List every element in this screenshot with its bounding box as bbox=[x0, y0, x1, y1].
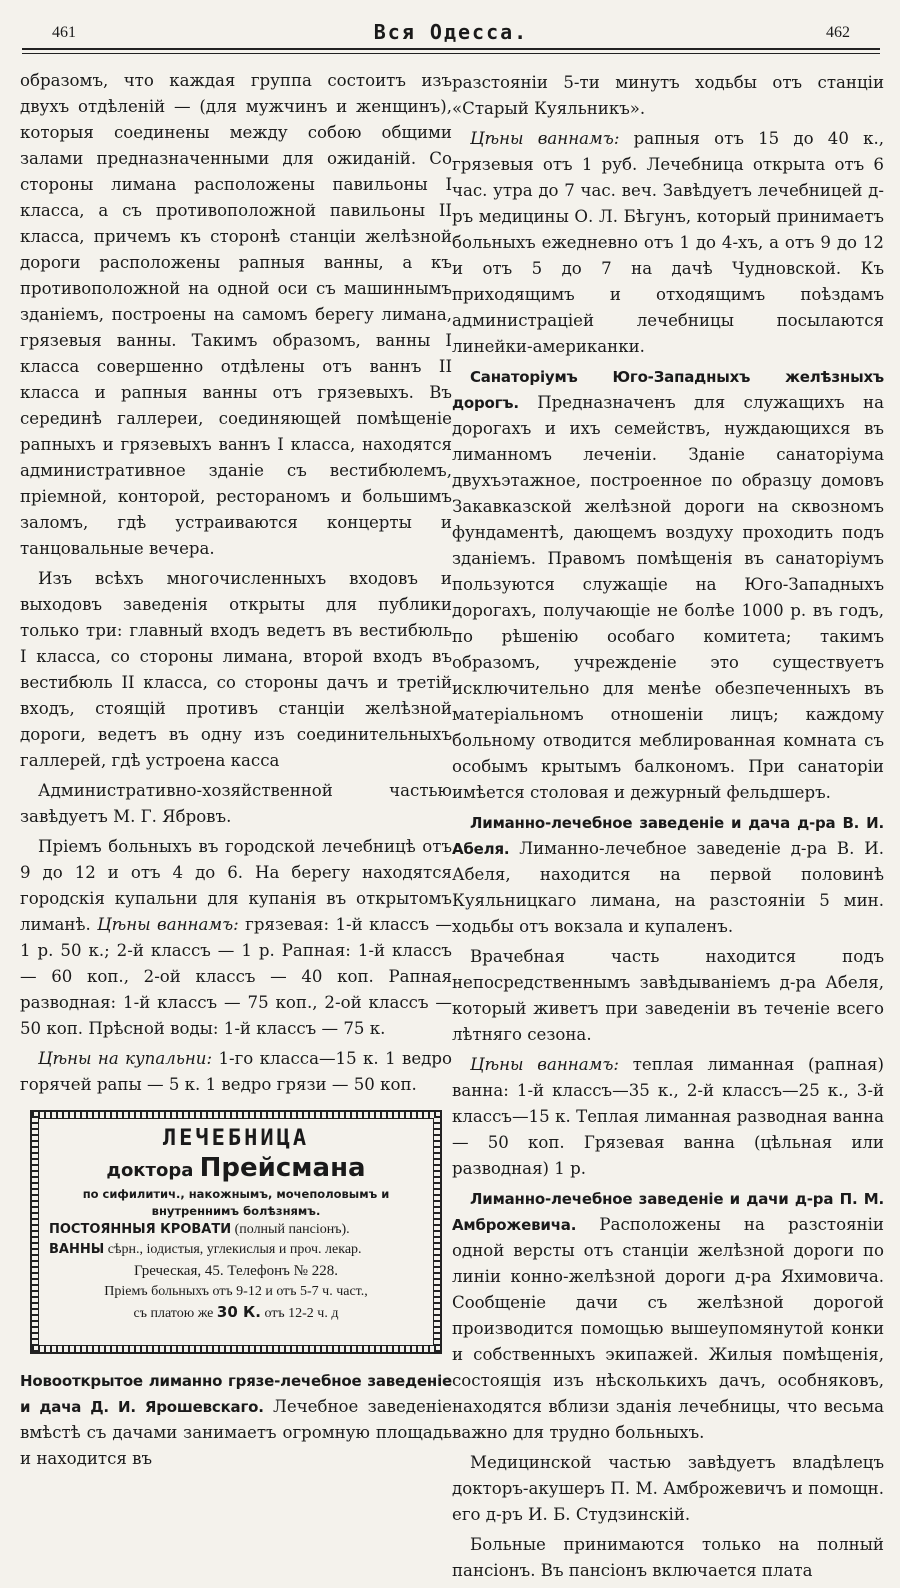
ad-price: 30 К. bbox=[216, 1303, 261, 1321]
paragraph: Цѣны ваннамъ: теплая лиманная (рапная) ванна: 1-й классъ—35 к., 2-й классъ—25 к., 3-й классъ—15 к. Теплая лиманная разводная ванна — 50 коп. Грязевая ванна (цѣльная или разводная) 1 р. bbox=[452, 1055, 885, 1178]
header-rule-thick bbox=[22, 48, 880, 50]
right-column bbox=[452, 70, 884, 1588]
ad-hours: Пріемъ больныхъ отъ 9-12 и отъ 5-7 ч. част., bbox=[104, 1284, 368, 1299]
paragraph: Лиманно-лечебное заведеніе и дачи д-ра П. М. Амброжевича. Расположены на разстояніи одной версты отъ станціи желѣзной дороги по линіи конно-желѣзной дороги д-ра Яхимовича. Сообщеніе дачи съ желѣзной дорогой производится помощью вышеупомянутой конки и собственныхъ экипажей. Жилыя помѣщенія, состоящія изъ нѣсколькихъ дачъ, особняковъ, находятся вблизи зданія лечебницы, что весьма важно для трудно больныхъ. bbox=[452, 1190, 884, 1442]
paragraph: Лиманно-лечебное заведеніе и дача д-ра В. И. Абеля. Лиманно-лечебное заведеніе д-ра В. И. Абеля, находится на первой половинѣ Куяльницкаго лимана, на разстояніи 5 мин. ходьбы отъ вокзала и купаленъ. bbox=[452, 814, 884, 936]
paragraph: Врачебная часть находится подъ непосредственнымъ завѣдываніемъ д-ра Абеля, который живетъ при заведеніи въ теченіе всего лѣтняго сезона. bbox=[452, 947, 884, 1044]
ad-doctor-name: Прейсмана bbox=[199, 1153, 366, 1183]
page-number-right: 462 bbox=[826, 24, 850, 41]
paragraph: Цѣны ваннамъ: рапныя отъ 15 до 40 к., грязевыя отъ 1 руб. Лечебница открыта отъ 6 час. утра до 7 час. веч. Завѣдуетъ лечебницей д-ръ медицины О. Л. Бѣгунъ, который принимаетъ больныхъ ежедневно отъ 1 до 4-хъ, а отъ 9 до 12 и отъ 5 до 7 на дачѣ Чудновской. Къ приходящимъ и отходящимъ поѣздамъ администраціей лечебницы посылаются линейки-американки. bbox=[452, 129, 885, 356]
left-column bbox=[20, 68, 452, 1476]
paragraph: Санаторіумъ Юго-Западныхъ желѣзныхъ дорогъ. Предназначенъ для служащихъ на дорогахъ и ихъ семействъ, нуждающихся въ лиманномъ леченіи. Зданіе санаторіума двухъэтажное, построенное по образцу домовъ Закавказской желѣзной дороги на сквозномъ фундаментѣ, дающемъ воздуху проходить подъ зданіемъ. Правомъ помѣщенія въ санаторіумъ пользуются служащіе на Юго-Западныхъ дорогахъ, получающіе не болѣе 1000 р. въ годъ, по рѣшенію особаго комитета; такимъ образомъ, учрежденіе это существуетъ исключительно для менѣе обезпеченныхъ въ матеріальномъ отношеніи лицъ; каждому больному отводится меблированная комната съ особымъ крытымъ балкономъ. При санаторіи имѣется столовая и дежурный фельдшеръ. bbox=[452, 368, 884, 802]
paragraph: Новооткрытое лиманно грязе-лечебное заведеніе и дача Д. И. Ярошевскаго. Лечебное заведеніе вмѣстѣ съ дачами занимаетъ огромную площадь и находится въ bbox=[20, 1372, 452, 1468]
paragraph: Административно-хозяйственной частью завѣдуетъ М. Г. Ябровъ. bbox=[20, 781, 452, 826]
paragraph: Пріемъ больныхъ въ городской лечебницѣ отъ 9 до 12 и отъ 4 до 6. На берегу находятся городскія купальни для купанія въ открытомъ лиманѣ. Цѣны ваннамъ: грязевая: 1-й классъ — 1 р. 50 к.; 2-й классъ — 1 р. Рапная: 1-й классъ — 60 коп., 2-ой классъ — 40 коп. Рапная разводная: 1-й классъ — 75 коп., 2-ой классъ — 50 коп. Прѣсной воды: 1-й классъ — 75 к. bbox=[20, 837, 452, 1038]
paragraph: Медицинской частью завѣдуетъ владѣлецъ докторъ-акушеръ П. М. Амброжевичъ и помощн. его д-ръ И. Б. Студзинскій. bbox=[452, 1453, 884, 1524]
page-number-left: 461 bbox=[52, 24, 76, 41]
ad-address: Греческая, 45. Телефонъ № 228. bbox=[133, 1263, 338, 1279]
price-label: Цѣны ваннамъ: bbox=[97, 915, 239, 934]
header-rule-thin bbox=[22, 53, 880, 54]
paragraph: Цѣны на купальни: 1-го класса—15 к. 1 ведро горячей рапы — 5 к. 1 ведро грязи — 50 коп. bbox=[20, 1049, 453, 1094]
paragraph: Больные принимаются только на полный пансіонъ. Въ пансіонъ включается плата bbox=[452, 1535, 884, 1580]
section-heading: Новооткрытое лиманно грязе-лечебное заведеніе и дача Д. И. Ярошевскаго. bbox=[20, 1372, 452, 1416]
section-heading: Санаторіумъ Юго-Западныхъ желѣзныхъ дорогъ. bbox=[452, 368, 884, 412]
paragraph: разстояніи 5-ти минутъ ходьбы отъ станціи «Старый Куяльникъ». bbox=[452, 73, 884, 118]
price-label: Цѣны на купальни: bbox=[38, 1049, 213, 1068]
advertisement-box: ЛЕЧЕБНИЦА доктора Прейсмана по сифилитич., накожнымъ, мочеполовымъ и внутреннимъ болѣзнямъ. ПОСТОЯННЫЯ КРОВАТИ (полный пансіонъ). ВАННЫ сѣрн., іодистыя, углекислыя и проч. лекар. Греческая, 45. Телефонъ № 228. Пріемъ больныхъ отъ 9-12 и отъ 5-7 ч. част., съ платою же 30 К. отъ 12-2 ч. д bbox=[30, 1110, 442, 1354]
paragraph: Изъ всѣхъ многочисленныхъ входовъ и выходовъ заведенія открыты для публики только три: главный входъ ведетъ въ вестибюль I класса, со стороны лимана, второй входъ въ вестибюль II класса, со стороны дачъ и третій входъ, стоящій противъ станціи желѣзной дороги, ведетъ въ одну изъ соединительныхъ галлерей, гдѣ устроена касса bbox=[20, 569, 452, 770]
price-label: Цѣны ваннамъ: bbox=[470, 1055, 620, 1074]
ad-title: ЛЕЧЕБНИЦА bbox=[162, 1126, 310, 1151]
page-header bbox=[22, 18, 880, 52]
section-heading: Лиманно-лечебное заведеніе и дачи д-ра П. М. Амброжевича. bbox=[452, 1190, 884, 1234]
price-label: Цѣны ваннамъ: bbox=[470, 129, 620, 148]
paragraph: образомъ, что каждая группа состоитъ изъ двухъ отдѣленій — (для мужчинъ и женщинъ), которыя соединены между собою общими залами предназначенными для ожиданій. Со стороны лимана расположены павильоны I класса, а съ противоположной павильоны II класса, причемъ къ сторонѣ станціи желѣзной дороги расположены рапныя ванны, а къ противоположной на одной оси съ машиннымъ зданіемъ, построены на самомъ берегу лимана, грязевыя ванны. Такимъ образомъ, ванны I класса совершенно отдѣлены отъ ваннъ II класса и рапныя ванны отъ грязевыхъ. Въ серединѣ галлереи, соединяющей помѣщеніе рапныхъ и грязевыхъ ваннъ I класса, находятся административное зданіе съ вестибюлемъ, пріемной, конторой, ресторaномъ и большимъ заломъ, гдѣ устраиваются концерты и танцовальные вечера. bbox=[20, 71, 452, 558]
section-heading: Лиманно-лечебное заведеніе и дача д-ра В. И. Абеля. bbox=[452, 814, 884, 858]
ad-specialties: по сифилитич., накожнымъ, мочеполовымъ и внутреннимъ болѣзнямъ. bbox=[82, 1187, 390, 1218]
running-title: Вся Одесса. bbox=[373, 20, 529, 44]
